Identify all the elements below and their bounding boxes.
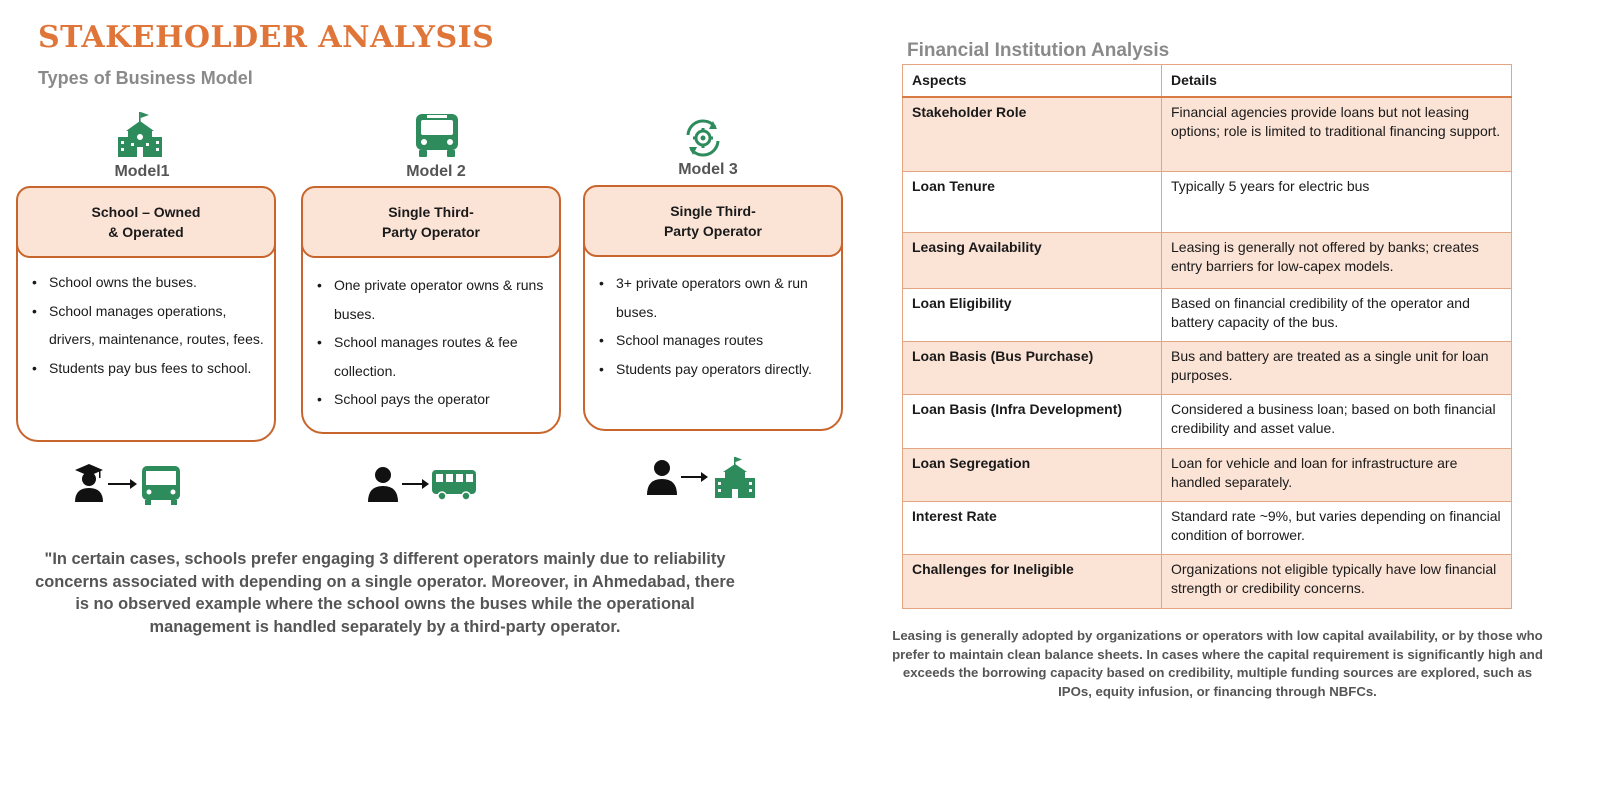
aspect-cell: Loan Eligibility [903, 289, 1162, 342]
list-item: • School owns the buses. [32, 268, 266, 297]
arrow-icon [108, 479, 137, 489]
student-icon [75, 464, 103, 502]
school-building-icon [715, 457, 755, 498]
person-icon [647, 460, 677, 495]
model-2-title-line1: Single Third- [388, 204, 474, 220]
model-3-title-line2: Party Operator [663, 223, 763, 239]
aspect-cell: Stakeholder Role [903, 97, 1162, 172]
model-3-card [583, 185, 843, 431]
bus-front-icon [412, 110, 462, 160]
section-subtitle: Types of Business Model [38, 68, 253, 88]
details-cell: Typically 5 years for electric bus [1162, 172, 1512, 233]
model-1-bullets [18, 258, 274, 382]
details-cell: Bus and battery are treated as a single unit for loan purposes. [1162, 342, 1512, 395]
arrow-icon [681, 472, 708, 482]
aspect-cell: Challenges for Ineligible [903, 555, 1162, 609]
table-row [903, 555, 1512, 609]
page-title: STAKEHOLDER ANALYSIS [38, 20, 495, 55]
arrow-icon [402, 479, 429, 489]
column-header-details: Details [1162, 65, 1512, 97]
model-1-label: Model1 [114, 163, 170, 180]
person-icon [368, 467, 398, 502]
model-3-bullets [585, 257, 841, 383]
aspect-cell: Loan Segregation [903, 449, 1162, 502]
person-to-bus-flow [364, 462, 484, 512]
list-item: • Students pay operators directly. [599, 355, 833, 384]
table-row [903, 342, 1512, 395]
aspect-cell: Loan Basis (Bus Purchase) [903, 342, 1162, 395]
bus-front-icon [142, 466, 180, 505]
student-to-bus-flow [70, 460, 190, 510]
aspect-cell: Loan Basis (Infra Development) [903, 395, 1162, 449]
model-3-label: Model 3 [678, 161, 738, 178]
details-cell: Based on financial credibility of the operator and battery capacity of the bus. [1162, 289, 1512, 342]
table-row [903, 233, 1512, 289]
table-row [903, 502, 1512, 555]
list-item: • Students pay bus fees to school. [32, 354, 266, 383]
model-1-card-header [16, 186, 276, 258]
table-row [903, 172, 1512, 233]
list-item: • 3+ private operators own & run buses. [599, 269, 833, 326]
table-header-row [903, 65, 1512, 97]
model-2-card-header [301, 186, 561, 258]
details-cell: Standard rate ~9%, but varies depending on financial condition of borrower. [1162, 502, 1512, 555]
school-building-icon [115, 110, 165, 160]
model-1-title-line2: & Operated [108, 224, 184, 240]
list-item: • School manages routes & fee collection. [317, 328, 551, 385]
aspect-cell: Interest Rate [903, 502, 1162, 555]
model-3-card-header [583, 185, 843, 257]
model-1-title-line1: School – Owned [91, 204, 201, 220]
column-header-aspects: Aspects [903, 65, 1162, 97]
details-cell: Organizations not eligible typically have low financial strength or credibility concerns. [1162, 555, 1512, 609]
details-cell: Leasing is generally not offered by banks; creates entry barriers for low-capex models. [1162, 233, 1512, 289]
financial-table [902, 64, 1512, 609]
aspect-cell: Leasing Availability [903, 233, 1162, 289]
financial-section-title: Financial Institution Analysis [907, 40, 1170, 61]
person-to-school-flow [643, 455, 763, 505]
details-cell: Considered a business loan; based on both financial credibility and asset value. [1162, 395, 1512, 449]
list-item: • School pays the operator [317, 385, 551, 414]
table-row [903, 97, 1512, 172]
list-item: • School manages routes [599, 326, 833, 355]
model-1-card [16, 186, 276, 442]
list-item: • School manages operations, drivers, maintenance, routes, fees. [32, 297, 266, 354]
model-2-label: Model 2 [406, 163, 466, 180]
model-2-bullets [303, 258, 559, 414]
table-row [903, 449, 1512, 502]
list-item: • One private operator owns & runs buses. [317, 271, 551, 328]
aspect-cell: Loan Tenure [903, 172, 1162, 233]
model-2-title-line2: Party Operator [381, 224, 481, 240]
bus-side-icon [432, 470, 476, 500]
gear-cycle-icon [678, 113, 728, 163]
details-cell: Loan for vehicle and loan for infrastructure are handled separately. [1162, 449, 1512, 502]
quote-text: "In certain cases, schools prefer engaging 3 different operators mainly due to reliability concerns associated with depending on a single operator. Moreover, in Ahmedabad, there is no observed example where the school owns the buses while the operational management is handled separately by a third-party operator. [35, 550, 735, 636]
model-3-title-line1: Single Third- [670, 203, 756, 219]
details-cell: Financial agencies provide loans but not leasing options; role is limited to traditional financing support. [1162, 97, 1512, 172]
table-row [903, 289, 1512, 342]
model-2-card [301, 186, 561, 434]
financial-note: Leasing is generally adopted by organizations or operators with low capital availability, or by those who prefer to maintain clean balance sheets. In cases where the capital requirement is significantly high and exceeds the borrowing capacity based on credibility, multiple funding sources are explored, such as IPOs, equity infusion, or financing through NBFCs. [892, 628, 1543, 699]
table-row [903, 395, 1512, 449]
